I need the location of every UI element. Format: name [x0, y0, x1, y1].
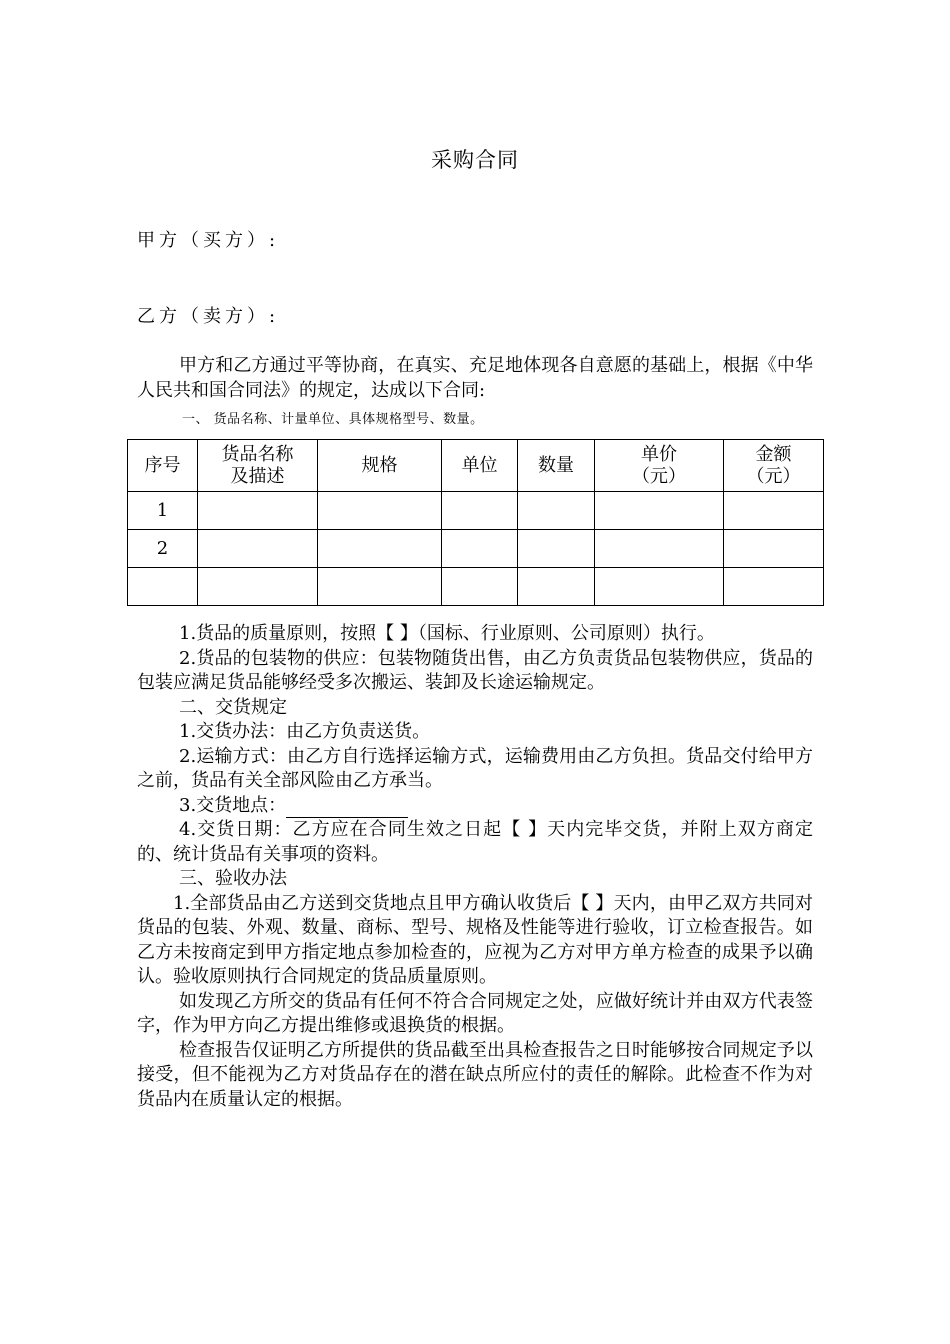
table-cell: [518, 492, 595, 530]
header-unit: 单位: [442, 440, 518, 492]
header-amount: 金额 （元）: [724, 440, 824, 492]
table-cell: [318, 568, 442, 606]
clause-acceptance-1: 1.全部货品由乙方送到交货地点且甲方确认收货后【 】天内，由甲乙双方共同对货品的包装、外观、数量、商标、型号、规格及性能等进行验收，订立检查报告。如乙方未按商定到甲方指定地点参加检查的，应视为乙方对甲方单方检查的成果予以确认。验收原则执行合同规定的货品质量原则。: [137, 892, 813, 987]
table-header-row: [128, 440, 824, 492]
clause-delivery-method: 1.交货办法：由乙方负责送货。: [179, 721, 431, 742]
table-cell: [128, 568, 198, 606]
table-cell: [198, 568, 318, 606]
party-a-label: 甲方（买方）:: [137, 230, 280, 251]
header-index: 序号: [128, 440, 198, 492]
header-unit-price: 单价 （元）: [595, 440, 724, 492]
header-goods-name: 货品名称 及描述: [198, 440, 318, 492]
clause-transport: 2.运输方式：由乙方自行选择运输方式，运输费用由乙方负担。货品交付给甲方之前，货品有关全部风险由乙方承当。: [137, 745, 813, 791]
clause-delivery-place: [137, 794, 813, 819]
delivery-place-label: 3.交货地点：: [179, 794, 287, 816]
table-cell: [318, 492, 442, 530]
section3-heading: 三、验收办法: [179, 868, 287, 889]
table-row: [128, 492, 824, 530]
table-cell: 1: [128, 492, 198, 530]
goods-table: [127, 439, 824, 606]
header-spec: 规格: [318, 440, 442, 492]
intro-paragraph: [137, 354, 813, 403]
table-cell: [595, 530, 724, 568]
table-cell: [442, 568, 518, 606]
table-cell: [518, 568, 595, 606]
party-b-label: 乙方（卖方）:: [137, 306, 280, 327]
table-cell: [724, 530, 824, 568]
clause-acceptance-3: 检查报告仅证明乙方所提供的货品截至出具检查报告之日时能够按合同规定予以接受，但不能视为乙方对货品存在的潜在缺点所应付的责任的解除。此检查不作为对货品内在质量认定的根据。: [137, 1039, 813, 1110]
table-row: [128, 568, 824, 606]
delivery-place-blank: [286, 799, 408, 818]
table-cell: [724, 492, 824, 530]
table-cell: [318, 530, 442, 568]
clause-packaging: 2.货品的包装物的供应：包装物随货出售，由乙方负责货品包装物供应，货品的包装应满足货品能够经受多次搬运、装卸及长途运输规定。: [137, 647, 813, 693]
table-cell: [198, 530, 318, 568]
table-cell: [595, 568, 724, 606]
table-cell: [442, 530, 518, 568]
clause-delivery-date: 4.交货日期：乙方应在合同生效之日起【 】天内完毕交货，并附上双方商定的、统计货品有关事项的资料。: [137, 819, 813, 865]
table-cell: [198, 492, 318, 530]
table-cell: [595, 492, 724, 530]
table-cell: [724, 568, 824, 606]
section2-heading: 二、交货规定: [179, 696, 287, 718]
table-cell: 2: [128, 530, 198, 568]
clause-quality: 1.货品的质量原则，按照【 】（国标、行业原则、公司原则）执行。: [179, 623, 715, 644]
document-title: 采购合同: [431, 148, 519, 172]
section1-heading: 一、 货品名称、计量单位、具体规格型号、数量。: [182, 412, 484, 427]
clauses-block: [137, 622, 813, 1112]
table-cell: [518, 530, 595, 568]
table-cell: [442, 492, 518, 530]
clause-acceptance-2: 如发现乙方所交的货品有任何不符合合同规定之处，应做好统计并由双方代表签字，作为甲方向乙方提出维修或退换货的根据。: [137, 990, 813, 1036]
header-quantity: 数量: [518, 440, 595, 492]
table-row: [128, 530, 824, 568]
intro-text: 甲方和乙方通过平等协商，在真实、充足地体现各自意愿的基础上，根据《中华人民共和国合同法》的规定，达成以下合同:: [137, 355, 813, 401]
